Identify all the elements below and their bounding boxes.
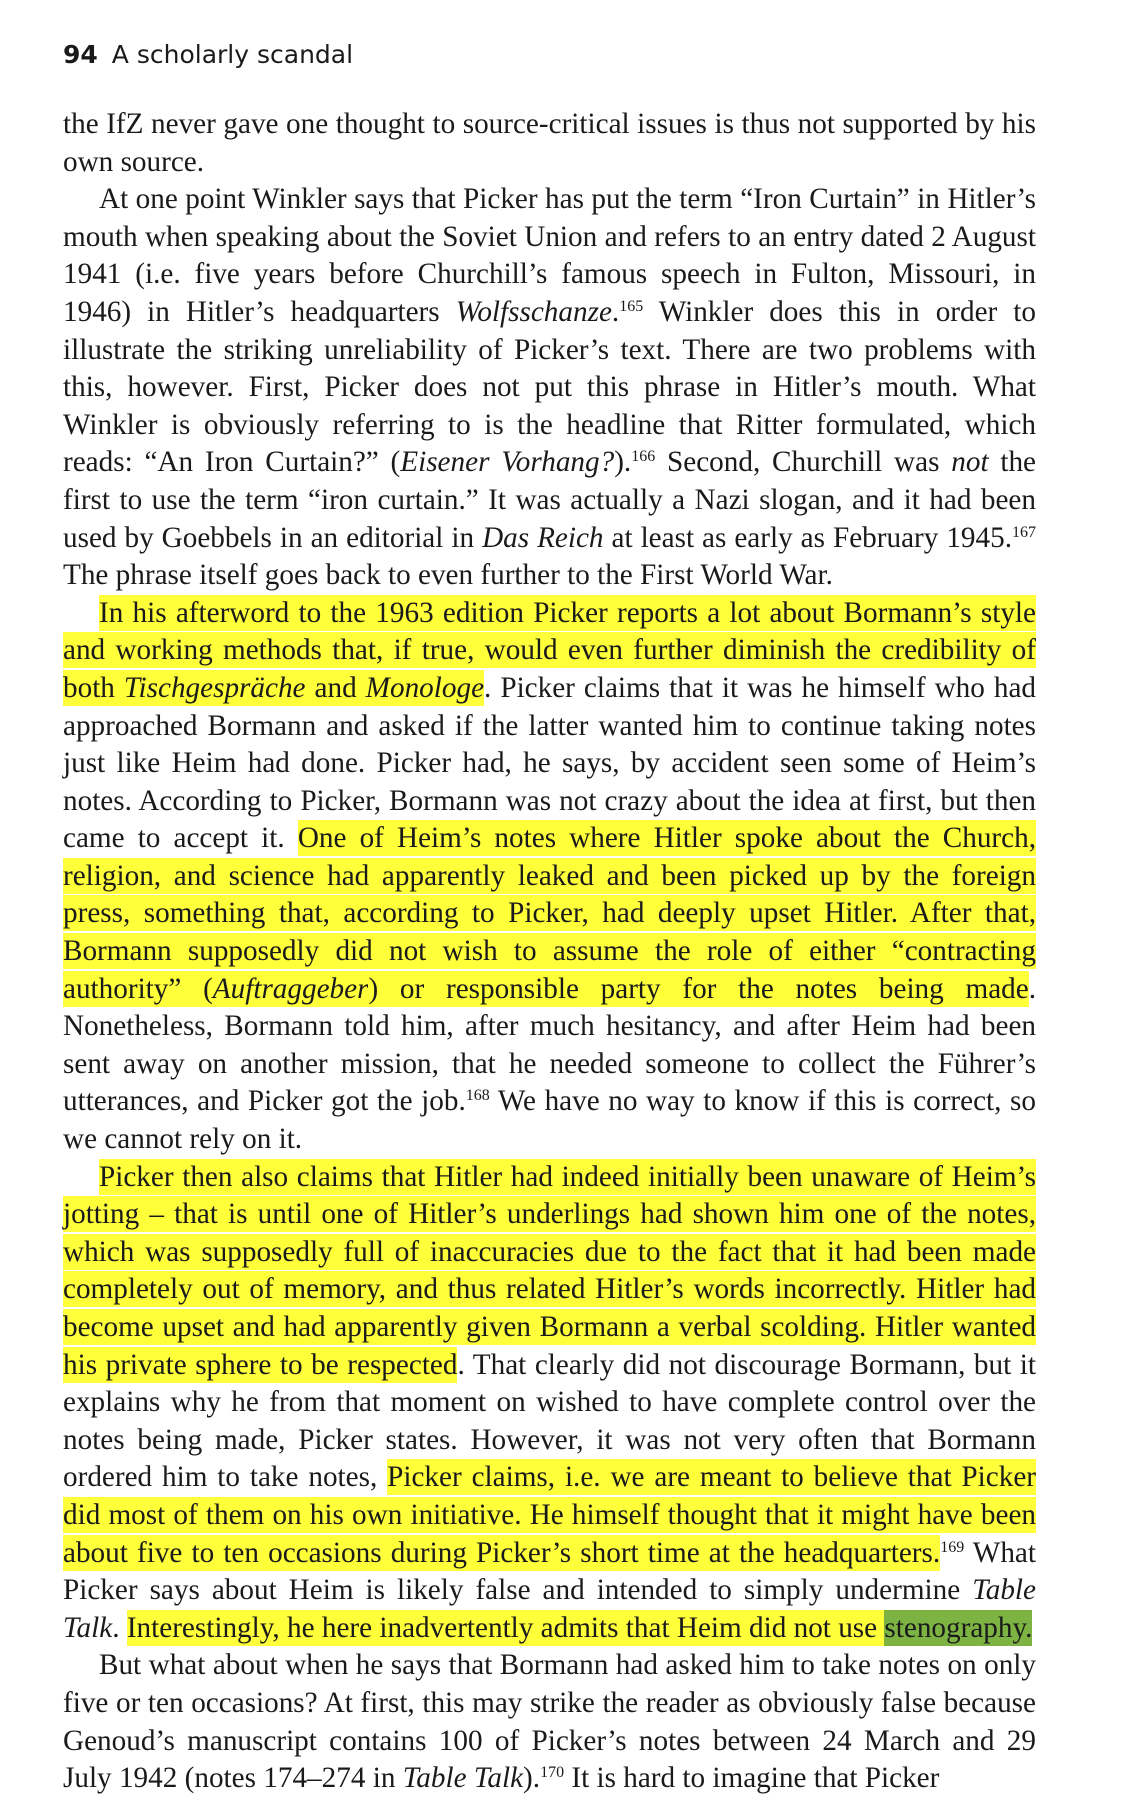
footnote-ref: 167 [1012,523,1036,541]
text-run: . [611,295,620,328]
italic-text: Table Talk [402,1762,524,1795]
text-run: . Nonetheless, Bormann told him, after much hesitancy, and after Heim had been sent away on another mission, that he needed someone to collect the Führer’s utterances, and Picker got the job. [63,972,1036,1118]
highlighted-text: Tischgespräche [123,671,306,704]
text-run: Second, Churchill was [655,446,952,479]
text-run: the IfZ never gave one thought to source-critical issues is thus not supported by his own source. [63,108,1036,178]
highlighted-text: One of Heim’s notes where Hitler spoke about the Church, religion, and science had apparently leaked and been picked up by the foreign press, something that, according to Picker, had deeply upset Hitler. After that, Bormann supposedly did not wish to assume the role of either “contracting authority” ( [63,822,1036,1005]
text-run: . [112,1611,127,1644]
text-run: It is hard to imagine that Picker [564,1762,940,1795]
paragraph-3 [63,595,1036,1159]
italic-text: Table Talk [63,1574,1036,1644]
text-run: But what about when he says that Bormann had asked him to take notes on only five or ten occasions? At first, this may strike the reader as obviously false because Genoud’s manuscript contains 100 of Picker’s notes between 24 March and 29 July 1942 (notes 174–274 in [63,1649,1036,1795]
footnote-ref: 166 [631,448,656,466]
highlighted-text: Interestingly, he here inadvertently admits that Heim did not use [126,1611,885,1644]
highlighted-text: and [305,671,366,704]
text-run: . That clearly did not discourage Bormann, but it explains why he from that moment on wished to have complete control over the notes being made, Picker states. However, it was not very often that Bormann ordered him to take notes, [63,1348,1036,1494]
text-run: ). [614,446,632,479]
highlighted-text-green: stenography. [884,1611,1033,1644]
text-run: Winkler does this in order to illustrate the striking unreliability of Picker’s text. There are two problems with this, however. First, Picker does not put this phrase in Hitler’s mouth. What Winkler is obviously referring to is the headline that Ritter formulated, which reads: “An Iron Curtain?” ( [63,295,1037,479]
paragraph-2 [63,181,1036,595]
page-number: 94 [63,40,98,69]
text-run: ). [523,1762,541,1795]
highlighted-text: In his afterword to the 1963 edition Picker reports a lot about Bormann’s style and working methods that, if true, would even further diminish the credibility of both [63,596,1036,704]
italic-text: Das Reich [482,521,604,554]
paragraph-1 [63,106,1036,181]
footnote-ref: 170 [540,1764,565,1782]
body-text [63,106,1036,1798]
italic-text: not [951,446,989,479]
text-run: We have no way to know if this is correct, so we cannot rely on it. [63,1085,1036,1156]
footnote-ref: 169 [940,1538,965,1556]
text-run: What Picker says about Heim is likely false and intended to simply undermine [63,1536,1036,1607]
running-title: A scholarly scandal [111,40,354,69]
text-run: the first to use the term “iron curtain.” It was actually a Nazi slogan, and it had been used by Goebbels in an editorial in [63,446,1036,554]
footnote-ref: 165 [619,297,644,315]
text-run: At one point Winkler says that Picker has put the term “Iron Curtain” in Hitler’s mouth when speaking about the Soviet Union and refers to an entry dated 2 August 1941 (i.e. five years before Churchill’s famous speech in Fulton, Missouri, in 1946) in Hitler’s headquarters [63,183,1036,328]
paragraph-4 [63,1159,1036,1648]
text-run: . Picker claims that it was he himself who had approached Bormann and asked if the latter wanted him to continue taking notes just like Heim had done. Picker had, he says, by accident seen some of Heim’s notes. According to Picker, Bormann was not crazy about the idea at first, but then came to accept it. [63,671,1036,855]
italic-text: Wolfsschanze [455,295,612,328]
highlighted-text: Auftraggeber [212,972,369,1005]
highlighted-text: Picker then also claims that Hitler had indeed initially been unaware of Heim’s jotting – that is until one of Hitler’s underlings had shown him one of the notes, which was supposedly full of inaccuracies due to the fact that it had been made completely out of memory, and thus related Hitler’s words incorrectly. Hitler had become upset and had apparently given Bormann a verbal scolding. Hitler wanted his private sphere to be respected [63,1160,1036,1381]
text-run: The phrase itself goes back to even further to the First World War. [63,559,833,592]
highlighted-text: ) or responsible party for the notes being made [368,972,1029,1005]
paragraph-5 [63,1647,1036,1797]
running-head [63,40,353,69]
text-run: at least as early as February 1945. [603,521,1012,554]
footnote-ref: 168 [465,1087,490,1105]
highlighted-text: Monologe [365,671,485,704]
italic-text: Eisener Vorhang? [400,446,615,479]
highlighted-text: Picker claims, i.e. we are meant to believe that Picker did most of them on his own initiative. He himself thought that it might have been about five to ten occasions during Picker’s short time at the headquarters. [63,1461,1036,1569]
